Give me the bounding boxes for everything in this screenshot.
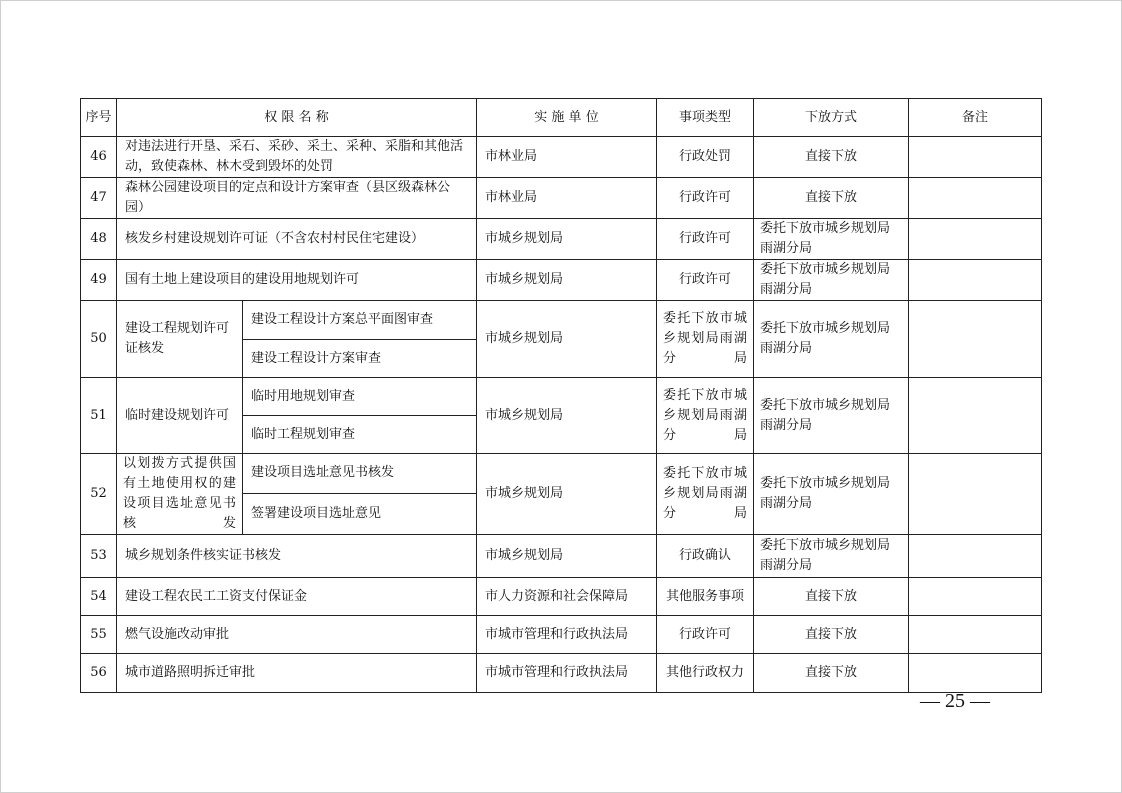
- header-note: 备注: [909, 99, 1042, 137]
- table-row: [81, 178, 1042, 219]
- row-seq: 49: [81, 260, 117, 301]
- row-unit: 市城乡规划局: [477, 260, 657, 301]
- row-name: 城市道路照明拆迁审批: [117, 654, 477, 693]
- row-name: 建设工程规划许可证核发: [117, 301, 243, 378]
- row-unit: 市林业局: [477, 137, 657, 178]
- row-mode: 直接下放: [754, 178, 909, 219]
- authority-table: [80, 98, 1042, 693]
- row-type: 行政许可: [657, 219, 754, 260]
- row-subitem: 建设项目选址意见书核发: [243, 454, 477, 494]
- row-note: [909, 535, 1042, 578]
- row-mode: 直接下放: [754, 578, 909, 616]
- row-mode: 委托下放市城乡规划局雨湖分局: [754, 219, 909, 260]
- row-subitem: 临时用地规划审查: [243, 378, 477, 416]
- header-row: [81, 99, 1042, 137]
- header-name: 权 限 名 称: [117, 99, 477, 137]
- row-seq: 54: [81, 578, 117, 616]
- header-mode: 下放方式: [754, 99, 909, 137]
- row-seq: 53: [81, 535, 117, 578]
- table-row: [81, 378, 1042, 416]
- row-type: 委托下放市城乡规划局雨湖分局: [657, 378, 754, 454]
- row-note: [909, 578, 1042, 616]
- row-note: [909, 301, 1042, 378]
- row-note: [909, 378, 1042, 454]
- header-seq: 序号: [81, 99, 117, 137]
- header-unit: 实 施 单 位: [477, 99, 657, 137]
- row-name: 燃气设施改动审批: [117, 616, 477, 654]
- row-name: 国有土地上建设项目的建设用地规划许可: [117, 260, 477, 301]
- row-seq: 46: [81, 137, 117, 178]
- row-seq: 48: [81, 219, 117, 260]
- row-note: [909, 178, 1042, 219]
- row-type: 委托下放市城乡规划局雨湖分局: [657, 301, 754, 378]
- row-unit: 市城市管理和行政执法局: [477, 616, 657, 654]
- table-row: [81, 616, 1042, 654]
- row-type: 行政确认: [657, 535, 754, 578]
- row-mode: 委托下放市城乡规划局雨湖分局: [754, 378, 909, 454]
- row-note: [909, 454, 1042, 535]
- row-type: 行政许可: [657, 178, 754, 219]
- row-subitem: 签署建设项目选址意见: [243, 493, 477, 534]
- row-name: 核发乡村建设规划许可证（不含农村村民住宅建设）: [117, 219, 477, 260]
- row-unit: 市城乡规划局: [477, 301, 657, 378]
- row-name: 对违法进行开垦、采石、采砂、采土、采种、采脂和其他活动，致使森林、林木受到毁坏的处罚: [117, 137, 477, 178]
- row-note: [909, 616, 1042, 654]
- row-unit: 市城乡规划局: [477, 535, 657, 578]
- table-row: [81, 535, 1042, 578]
- row-name: 城乡规划条件核实证书核发: [117, 535, 477, 578]
- table-row: [81, 454, 1042, 494]
- row-mode: 直接下放: [754, 137, 909, 178]
- row-unit: 市城乡规划局: [477, 378, 657, 454]
- table-row: [81, 578, 1042, 616]
- header-type: 事项类型: [657, 99, 754, 137]
- row-type: 行政处罚: [657, 137, 754, 178]
- row-name: 森林公园建设项目的定点和设计方案审查（县区级森林公园）: [117, 178, 477, 219]
- row-seq: 56: [81, 654, 117, 693]
- table-row: [81, 260, 1042, 301]
- row-mode: 直接下放: [754, 654, 909, 693]
- row-mode: 直接下放: [754, 616, 909, 654]
- table-row: [81, 219, 1042, 260]
- row-mode: 委托下放市城乡规划局雨湖分局: [754, 260, 909, 301]
- row-mode: 委托下放市城乡规划局雨湖分局: [754, 454, 909, 535]
- row-type: 其他服务事项: [657, 578, 754, 616]
- table-row: [81, 301, 1042, 340]
- row-subitem: 临时工程规划审查: [243, 416, 477, 454]
- row-mode: 委托下放市城乡规划局雨湖分局: [754, 535, 909, 578]
- row-name: 临时建设规划许可: [117, 378, 243, 454]
- table-row: [81, 137, 1042, 178]
- row-seq: 52: [81, 454, 117, 535]
- row-mode: 委托下放市城乡规划局雨湖分局: [754, 301, 909, 378]
- row-note: [909, 137, 1042, 178]
- table-row: [81, 654, 1042, 693]
- row-unit: 市人力资源和社会保障局: [477, 578, 657, 616]
- row-note: [909, 219, 1042, 260]
- row-seq: 47: [81, 178, 117, 219]
- row-unit: 市林业局: [477, 178, 657, 219]
- row-subitem: 建设工程设计方案审查: [243, 340, 477, 378]
- row-type: 委托下放市城乡规划局雨湖分局: [657, 454, 754, 535]
- row-unit: 市城市管理和行政执法局: [477, 654, 657, 693]
- row-name: 以划拨方式提供国有土地使用权的建设项目选址意见书核发: [117, 454, 243, 535]
- row-subitem: 建设工程设计方案总平面图审查: [243, 301, 477, 340]
- row-note: [909, 260, 1042, 301]
- row-type: 行政许可: [657, 616, 754, 654]
- row-seq: 55: [81, 616, 117, 654]
- row-seq: 50: [81, 301, 117, 378]
- row-type: 行政许可: [657, 260, 754, 301]
- page-number: — 25 —: [920, 690, 990, 712]
- row-type: 其他行政权力: [657, 654, 754, 693]
- row-unit: 市城乡规划局: [477, 219, 657, 260]
- row-seq: 51: [81, 378, 117, 454]
- row-name: 建设工程农民工工资支付保证金: [117, 578, 477, 616]
- row-note: [909, 654, 1042, 693]
- row-unit: 市城乡规划局: [477, 454, 657, 535]
